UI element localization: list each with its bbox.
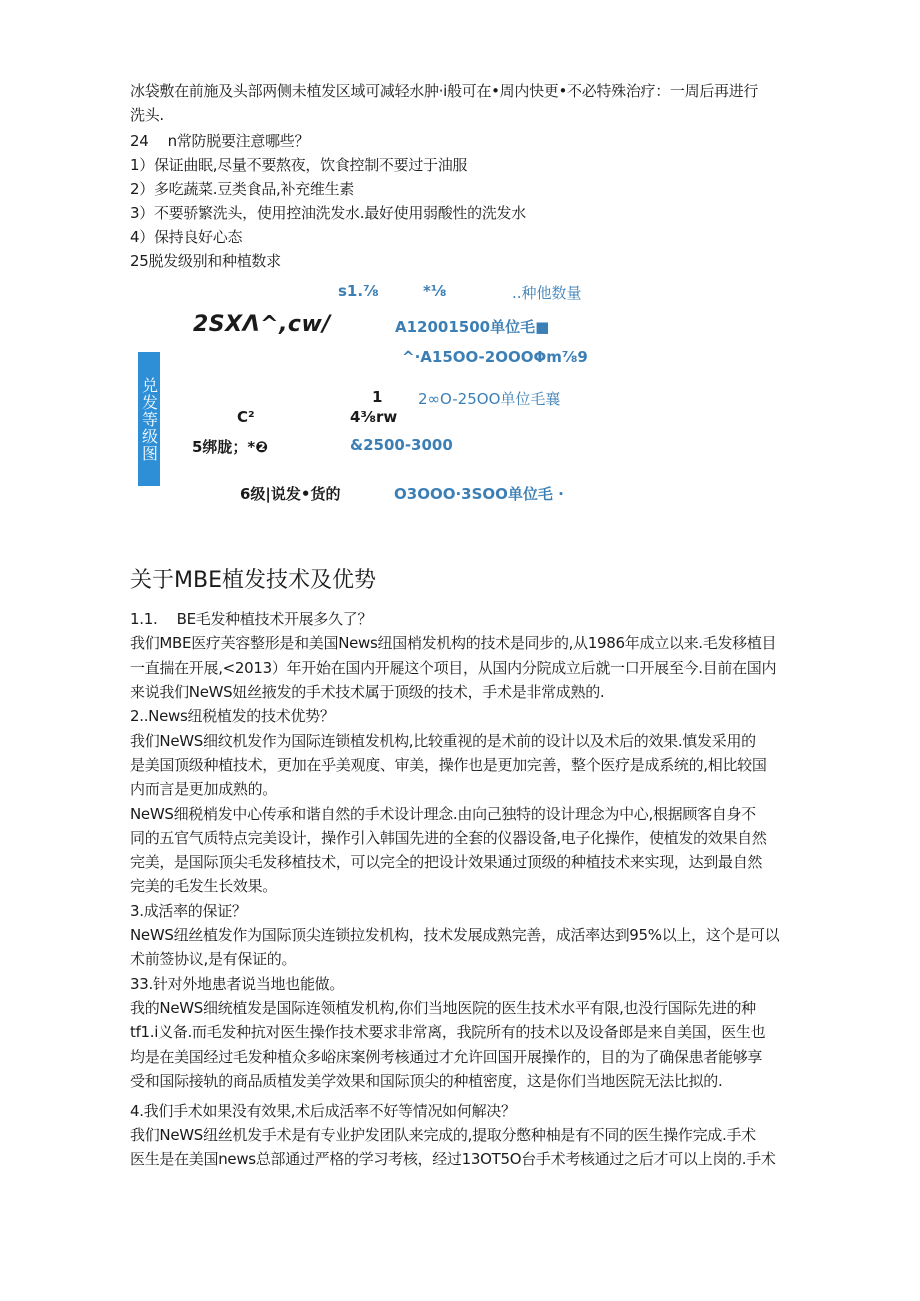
q33-line: 受和国际接轨的商品质植发美学效果和国际顶尖的种植密度，这是你们当地医院无法比拟的. (130, 1072, 723, 1090)
q24-item: 2）多吃蔬菜.豆类食品,补充维生素 (130, 180, 354, 198)
table-row-b: &2500-3000 (350, 436, 453, 454)
section-title: 关于MBE植发技术及优势 (130, 568, 376, 593)
grade-sidebar-text: 兑发等级图 (139, 376, 159, 462)
q11-line: 来说我们NeWS妞丝掖发的手术技术属于顶级的技术，手术是非常成熟的. (130, 683, 605, 701)
q3-line: NeWS纽丝植发作为国际顶尖连锁拉发机构，技术发展成熟完善，成活率达到95%以上，这个是可以 (130, 926, 780, 944)
table-row-a: 5绑胧；*❷ (192, 438, 268, 456)
table-row-a: 6级|说发•货的 (240, 485, 341, 503)
q11-line: 我们MBE医疗芙容整形是和美国News纽国梢发机构的技术是同步的,从1986年成立以来.毛发移植目 (130, 634, 777, 652)
table-row-b: 4⅜rw (350, 408, 398, 426)
q33-line: 我的NeWS细统植发是国际连领植发机构,你们当地医院的医生技术水平有限,也没行国际先进的种 (130, 999, 756, 1017)
q24-item: 1）保证曲眠,尽量不要熬夜，饮食控制不要过于油服 (130, 156, 468, 174)
q4-line: 我们NeWS纽丝机发手术是有专业护发团队来完成的,提取分憋种柚是有不同的医生操作完成.手术 (130, 1126, 756, 1144)
q3-line: 术前签协议,是有保证的。 (130, 950, 297, 968)
q33-heading: 33.针对外地患者说当地也能做。 (130, 975, 345, 993)
table-header-col1: s1.⅞ (338, 282, 379, 300)
q2-line: 完美的毛发生长效果。 (130, 877, 278, 895)
q2-heading: 2..News纽税植发的技术优势？ (130, 707, 335, 725)
q2-line: 我们NeWS细纹机发作为国际连锁植发机构,比较重视的是术前的设计以及术后的效果.慎发采用的 (130, 732, 756, 750)
grade-sidebar-label (138, 352, 160, 486)
table-row-a: C² (237, 408, 255, 426)
table-row-b: 2∞O-25OO单位毛襄 (418, 390, 561, 408)
table-header-col2: *⅛ (423, 282, 447, 300)
table-header-col3: ..种他数量 (512, 284, 582, 302)
table-row-b: ^·A15OO-2OOOΦm⅞9 (402, 348, 588, 366)
q25-heading: 25脱发级别和种植数求 (130, 252, 281, 270)
q11-line: 一直揣在开展,<2013）年开始在国内开屣这个项目，从国内分院成立后就一口开展至今.目前在国内 (130, 659, 777, 677)
q24-item: 3）不要骄繁洗头，使用控油洗发水.最好使用弱酸性的洗发水 (130, 204, 526, 222)
q33-line: 均是在美国经过毛发种植众多峪床案例考核通过才允许回国开展操作的，目的为了确保患者能够享 (130, 1048, 763, 1066)
q2-line: 完美，是国际顶尖毛发移植技术，可以完全的把设计效果通过顶级的种植技术来实现，达到最自然 (130, 853, 763, 871)
q24-heading: 24 n常防脱要注意哪些？ (130, 132, 310, 150)
q11-heading: 1.1. BE毛发种植技术开展多久了？ (130, 610, 373, 628)
q24-item: 4）保持良好心态 (130, 228, 243, 246)
q2-line: NeWS细税梢发中心传承和谐自然的手术设计理念.由向己独特的设计理念为中心,根据顾客自身不 (130, 805, 756, 823)
q2-line: 内而言是更加成熟的。 (130, 780, 278, 798)
q33-line: tf1.i义备.而毛发种抗对医生操作技术要求非常离，我院所有的技术以及设备郎是来自美国，医生也 (130, 1023, 766, 1041)
table-row-a: 2SXΛ^,cw/ (193, 312, 331, 337)
q4-line: 医生是在美国news总部通过严格的学习考核，经过13OT5O台手术考核通过之后才可以上岗的.手术 (130, 1150, 776, 1168)
q2-line: 是美国顶级种植技术，更加在乎美观度、审美，操作也是更加完善，整个医疗是成系统的,相比较国 (130, 756, 767, 774)
table-row-b: O3OOO·3SOO单位毛 · (394, 485, 564, 503)
intro-line-1: 冰袋敷在前施及头部两侧未植发区域可减轻水肿·i般可在•周内快更•不必特殊治疗：一周后再进行 (130, 82, 759, 100)
intro-line-2: 洗头. (130, 106, 164, 124)
table-row-b: A12001500单位毛■ (395, 318, 550, 336)
q2-line: 同的五官气质特点完美设计，操作引入韩国先进的全套的仪器设备,电子化操作，使植发的效果自然 (130, 829, 767, 847)
q4-heading: 4.我们手术如果没有效果,术后成活率不好等情况如何解决？ (130, 1102, 516, 1120)
q3-heading: 3.成活率的保证？ (130, 902, 247, 920)
table-row-a: 1 (372, 388, 383, 406)
